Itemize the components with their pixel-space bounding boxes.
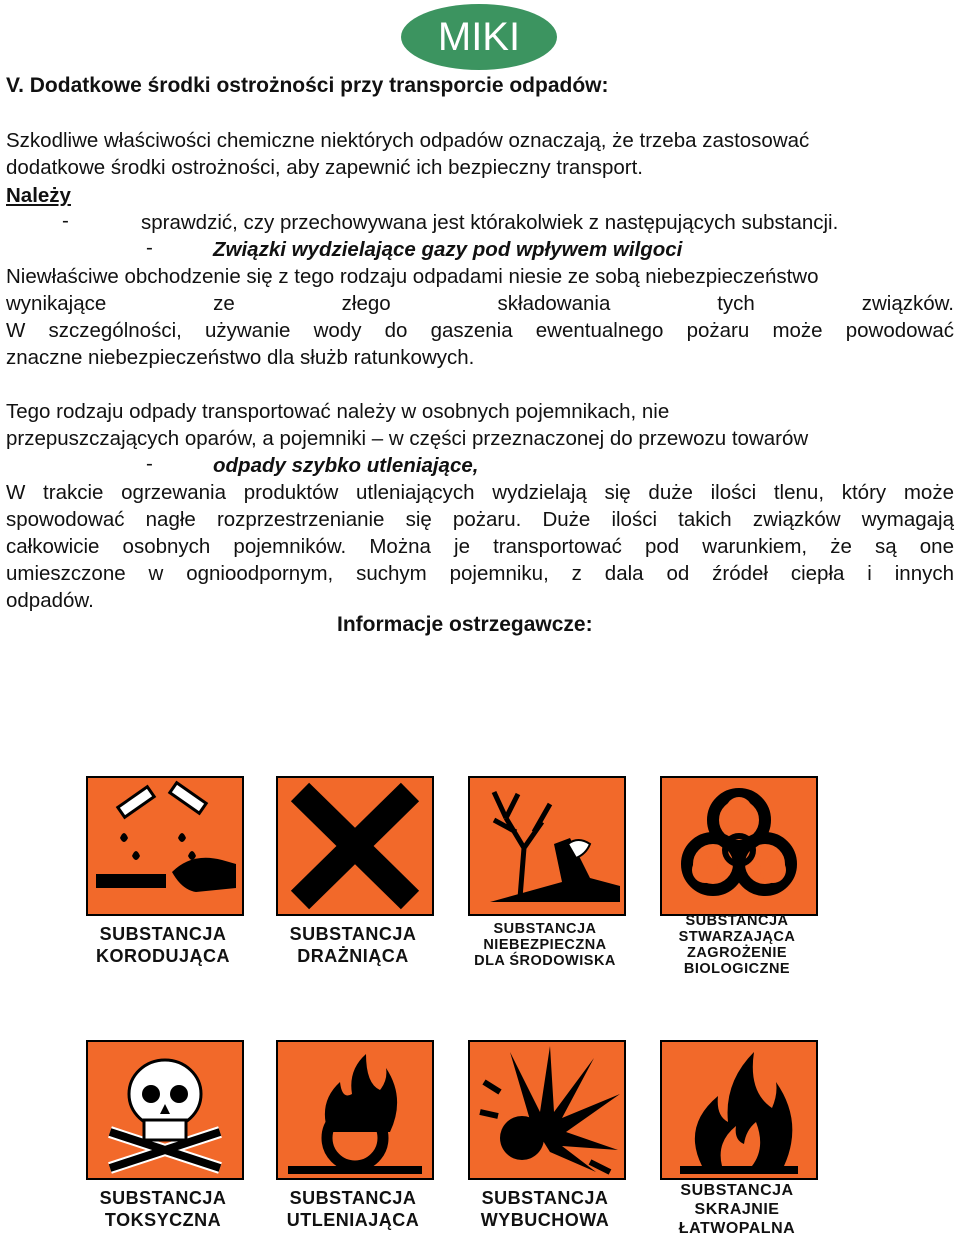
environment-icon — [468, 776, 626, 916]
sign-label: SUBSTANCJA KORODUJĄCA — [95, 924, 230, 966]
sign-label: SUBSTANCJA TOKSYCZNA — [99, 1188, 227, 1230]
sign-corrosive — [80, 772, 246, 980]
biohazard-icon — [660, 776, 818, 916]
para3-line-1: W trakcie ogrzewania produktów utleniających wydzielają się duże ilości tlenu, który może — [6, 481, 954, 504]
sign-oxidizer — [270, 1036, 436, 1244]
irritant-x-icon — [276, 776, 434, 916]
para1-line-3: W szczególności, używanie wody do gaszenia ewentualnego pożaru może powodować — [6, 319, 954, 342]
sign-toxic — [80, 1036, 246, 1244]
sign-biohazard — [654, 772, 820, 980]
sign-label: SUBSTANCJA SKRAJNIE ŁATWOPALNA — [678, 1181, 796, 1237]
intro-line-1: Szkodliwe właściwości chemiczne niektórych odpadów oznaczają, że trzeba zastosować — [6, 129, 810, 152]
para3-line-5: odpadów. — [6, 589, 94, 612]
sign-label: SUBSTANCJA STWARZAJĄCA ZAGROŻENIE BIOLOGICZNE — [678, 913, 796, 977]
explosive-icon — [468, 1040, 626, 1180]
section-heading: V. Dodatkowe środki ostrożności przy transporcie odpadów: — [6, 74, 609, 97]
sign-label: SUBSTANCJA WYBUCHOWA — [480, 1188, 610, 1230]
bullet-dash-1: - — [62, 209, 69, 232]
para1-line-2: wynikające ze złego składowania tych związków. — [6, 292, 954, 315]
miki-logo: MIKI — [401, 4, 557, 70]
sign-irritant — [270, 772, 436, 980]
oxidizer-icon — [276, 1040, 434, 1180]
para3-line-3: całkowicie osobnych pojemników. Można je transportować pod warunkiem, że są one — [6, 535, 954, 558]
para1-line-1: Niewłaściwe obchodzenie się z tego rodzaju odpadami niesie ze sobą niebezpieczeństwo — [6, 265, 819, 288]
sign-environment — [462, 772, 628, 980]
sign-flammable — [654, 1036, 820, 1244]
warnings-title: Informacje ostrzegawcze: — [337, 613, 593, 636]
sign-label: SUBSTANCJA UTLENIAJĄCA — [286, 1188, 420, 1230]
corrosive-icon — [86, 776, 244, 916]
nalezy-label: Należy — [6, 184, 71, 207]
para3-line-2: spowodować nagłe rozprzestrzenianie się pożaru. Duże ilości takich związków wymagają — [6, 508, 954, 531]
skull-icon — [86, 1040, 244, 1180]
bullet-text-2: Związki wydzielające gazy pod wpływem wilgoci — [213, 238, 683, 261]
intro-line-2: dodatkowe środki ostrożności, aby zapewnić ich bezpieczny transport. — [6, 156, 643, 179]
sign-label: SUBSTANCJA DRAŻNIĄCA — [289, 924, 417, 966]
para3-line-4: umieszczone w ognioodpornym, suchym pojemniku, z dala od źródeł ciepła i innych — [6, 562, 954, 585]
para1-line-4: znaczne niebezpieczeństwo dla służb ratunkowych. — [6, 346, 475, 369]
para2-line-1: Tego rodzaju odpady transportować należy w osobnych pojemnikach, nie — [6, 400, 670, 423]
bullet-dash-2: - — [146, 236, 153, 259]
para2-line-2: przepuszczających oparów, a pojemniki – w części przeznaczonej do przewozu towarów — [6, 427, 809, 450]
sign-label: SUBSTANCJA NIEBEZPIECZNA DLA ŚRODOWISKA — [474, 921, 616, 969]
sign-explosive — [462, 1036, 628, 1244]
bullet-text-1: sprawdzić, czy przechowywana jest którakolwiek z następujących substancji. — [141, 211, 839, 234]
bullet-dash-3: - — [146, 452, 153, 475]
flame-icon — [660, 1040, 818, 1180]
bullet-text-3: odpady szybko utleniające, — [213, 454, 479, 477]
